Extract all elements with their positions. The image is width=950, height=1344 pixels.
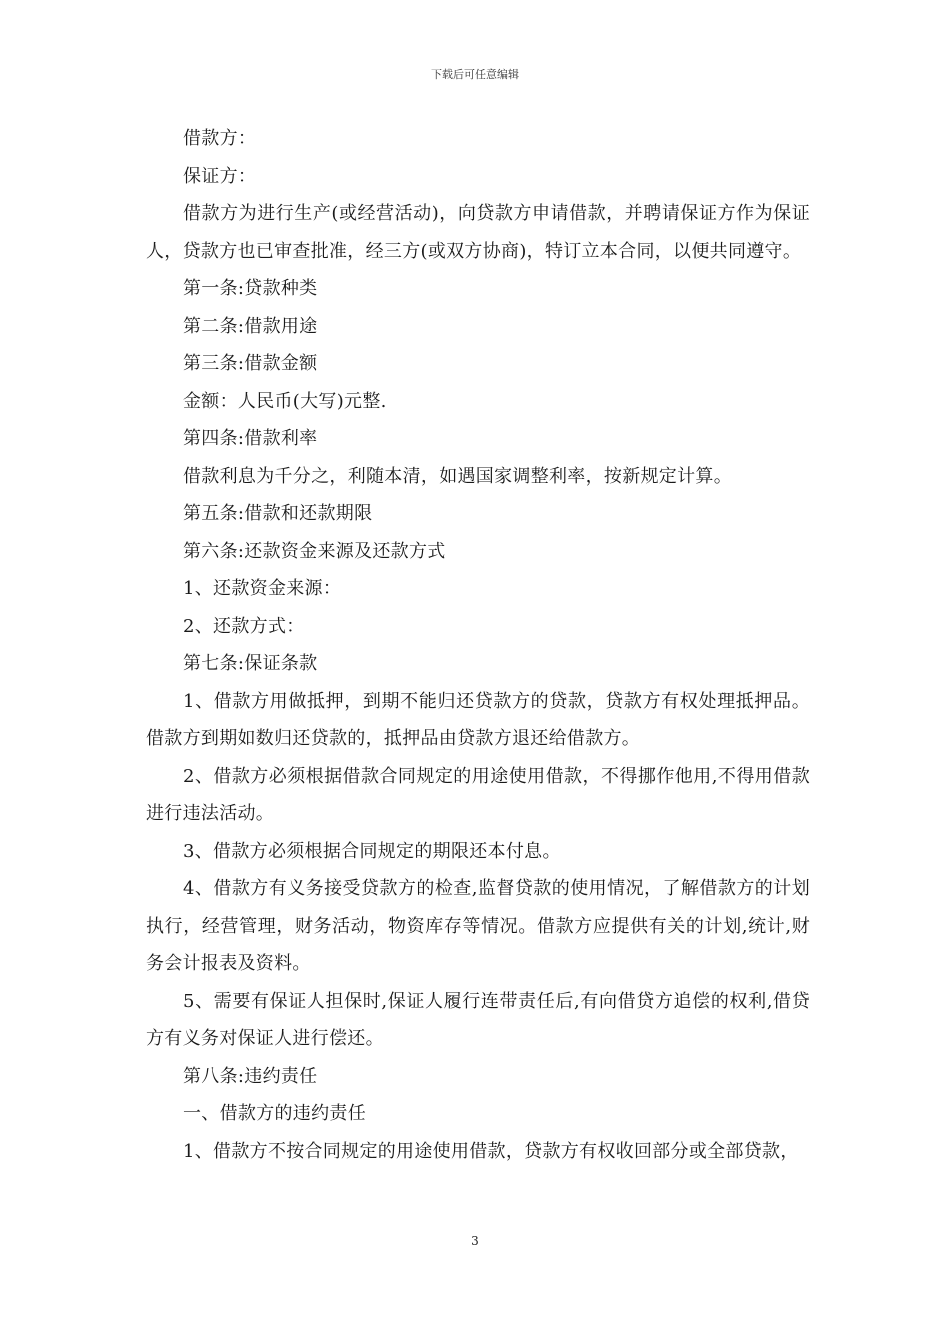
guarantee-clause-4: 4、借款方有义务接受贷款方的检查,监督贷款的使用情况，了解借款方的计划执行，经营管理，财务活动，物资库存等情况。借款方应提供有关的计划,统计,财务会计报表及资料。 [146,878,810,974]
article-6-heading: 第六条:还款资金来源及还款方式 [183,540,446,562]
paragraph-amount: 金额：人民币(大写)元整. [183,390,387,412]
page-number: 3 [471,1234,479,1248]
paragraph-interest: 借款利息为千分之，利随本清，如遇国家调整利率，按新规定计算。 [183,465,732,487]
section-borrower-liability: 一、借款方的违约责任 [183,1103,366,1124]
guarantee-clause-3: 3、借款方必须根据合同规定的期限还本付息。 [183,840,561,862]
article-8-heading: 第八条:违约责任 [183,1065,318,1087]
article-3-heading: 第三条:借款金额 [183,353,318,374]
guarantee-clause-2: 2、借款方必须根据借款合同规定的用途使用借款，不得挪作他用,不得用借款进行违法活动。 [146,765,810,824]
article-1-heading: 第一条:贷款种类 [183,278,318,299]
guarantee-clause-5: 5、需要有保证人担保时,保证人履行连带责任后,有向借贷方追偿的权利,借贷方有义务对保证人进行偿还。 [146,990,810,1049]
paragraph-guarantor: 保证方： [183,165,257,187]
article-4-heading: 第四条:借款利率 [183,428,318,449]
article-5-heading: 第五条:借款和还款期限 [183,503,373,524]
paragraph-preamble: 借款方为进行生产(或经营活动)，向贷款方申请借款，并聘请保证方作为保证人，贷款方也已审查批准，经三方(或双方协商)，特订立本合同，以便共同遵守。 [146,203,810,262]
document-body [146,120,810,1170]
guarantee-clause-1: 1、借款方用做抵押，到期不能归还贷款方的贷款，贷款方有权处理抵押品。借款方到期如数归还贷款的，抵押品由贷款方退还给借款方。 [146,690,810,749]
paragraph-borrower: 借款方： [183,128,257,149]
list-item-funding-source: 1、还款资金来源： [183,578,342,599]
article-2-heading: 第二条:借款用途 [183,315,318,337]
article-7-heading: 第七条:保证条款 [183,653,318,674]
list-item-repayment-method: 2、还款方式： [183,615,305,637]
liability-clause-1: 1、借款方不按合同规定的用途使用借款，贷款方有权收回部分或全部贷款， [183,1140,799,1162]
page-header-note: 下载后可任意编辑 [431,68,519,81]
